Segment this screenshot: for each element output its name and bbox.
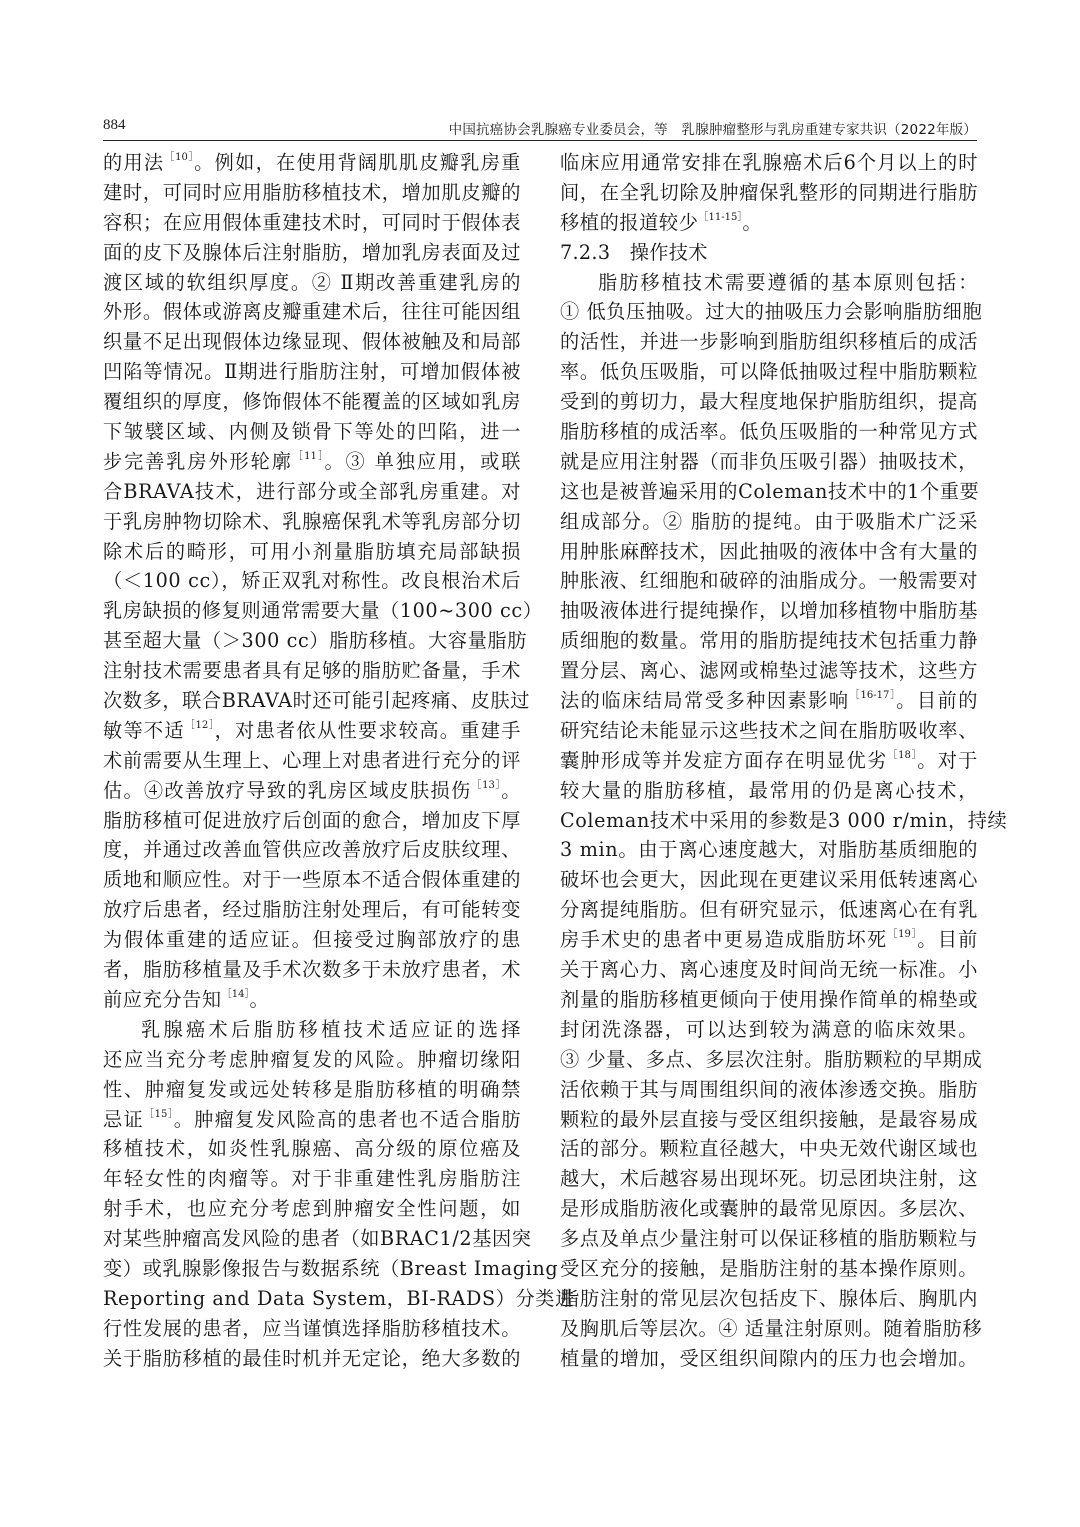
text-line [103,806,521,836]
citation-ref: ［19］ [887,929,918,941]
citation-ref: ［11］ [292,450,325,462]
line-text: 间，在全乳切除及肿瘤保乳整形的同期进行脂肪 [560,180,978,204]
citation-ref: ［10］ [164,152,195,163]
line-text: 受到的剪切力，最大程度地保护脂肪组织，提高 [560,390,978,414]
line-text-tail: 。例如，在使用背阔肌肌皮瓣乳房重 [194,151,521,174]
running-title: 中国抗癌协会乳腺癌专业委员会，等 乳腺肿瘤整形与乳房重建专家共识（2022年版） [448,122,977,138]
text-line [560,746,978,776]
line-text: 移植的报道较少 [560,210,699,234]
text-line [560,1164,978,1194]
text-line [560,477,978,507]
text-line [103,208,521,238]
text-line [560,1134,978,1164]
citation-ref: ［16-17］ [849,690,897,702]
line-text: 合BRAVA技术，进行部分或全部乳房重建。对 [103,479,521,503]
line-text: 多点及单点少量注射可以保证移植的脂肪颗粒与 [560,1227,978,1251]
text-line [103,1194,521,1224]
text-line [560,1105,978,1135]
line-text: 外形。假体或游离皮瓣重建术后，往往可能因组 [103,300,521,324]
citation-ref: ［14］ [221,988,250,1000]
line-text: 脂肪注射的常见层次包括皮下、腺体后、胸肌内 [560,1286,978,1310]
text-line [560,537,978,567]
line-text-tail: 。目前的 [896,689,979,713]
text-line [560,925,978,955]
line-text: 者，脂肪移植量及手术次数多于未放疗患者，术 [103,958,521,982]
text-line [560,1015,978,1045]
citation-ref: ［15］ [143,1108,174,1120]
line-text: 忌证 [103,1107,144,1131]
text-line [560,686,978,716]
text-line [103,865,521,895]
text-line [103,327,521,357]
citation-ref: ［18］ [887,749,918,761]
line-text-tail: 。肿瘤复发风险高的患者也不适合脂肪 [173,1107,521,1131]
text-line [560,656,978,686]
text-line [103,1105,521,1135]
line-text: 植量的增加，受区组织间隙内的压力也会增加。 [560,1346,978,1370]
line-text: 织量不足出现假体边缘显现、假体被触及和局部 [103,330,521,354]
text-line [103,537,521,567]
header-rule [103,140,977,141]
text-line [560,776,978,806]
line-text: 置分层、离心、滤网或棉垫过滤等技术，这些方 [560,659,978,683]
text-line [103,656,521,686]
line-text: 对某些肿瘤高发风险的患者（如BRAC1/2基因突 [103,1227,532,1251]
text-line [103,268,521,298]
text-line [560,626,978,656]
line-text: 年轻女性的肉瘤等。对于非重建性乳房脂肪注 [103,1167,521,1191]
line-text: 临床应用通常安排在乳腺癌术后6个月以上的时 [560,151,978,174]
line-text: 受区充分的接触，是脂肪注射的基本操作原则。 [560,1256,978,1280]
text-line [560,1344,978,1374]
text-line [560,417,978,447]
text-line [560,1254,978,1284]
line-text: 覆组织的厚度，修饰假体不能覆盖的区域如乳房 [103,390,521,414]
text-line [560,955,978,985]
line-text: 质地和顺应性。对于一些原本不适合假体重建的 [103,868,521,892]
line-text: 脂肪移植可促进放疗后创面的愈合，增加皮下厚 [103,808,521,832]
line-text: 关于脂肪移植的最佳时机并无定论，绝大多数的 [103,1346,521,1370]
page-number: 884 [103,117,126,133]
line-text: 7.2.3 操作技术 [560,240,708,264]
line-text: 为假体重建的适应证。但接受过胸部放疗的患 [103,928,521,952]
line-text: 用肿胀麻醉技术，因此抽吸的液体中含有大量的 [560,539,978,563]
line-text: 术前需要从生理上、心理上对患者进行充分的评 [103,748,521,772]
line-text-tail: ，对患者依从性要求较高。重建手 [214,718,521,742]
line-text: ① 低负压抽吸。过大的抽吸压力会影响脂肪细胞 [560,300,983,324]
line-text-tail: 。③ 单独应用，或联 [324,449,521,473]
text-line [103,507,521,537]
line-text: 3 min。由于离心速度越大，对脂肪基质细胞的 [560,838,978,862]
line-text: 的活性，并进一步影响到脂肪组织移植后的成活 [560,330,978,354]
text-line [103,1075,521,1105]
text-line [560,1194,978,1224]
text-line [103,746,521,776]
text-line [103,1164,521,1194]
line-text: 是形成脂肪液化或囊肿的最常见原因。多层次、 [560,1197,978,1221]
text-line [560,895,978,925]
text-line [103,925,521,955]
text-line [103,626,527,656]
text-line [560,178,978,208]
left-column [103,148,575,1374]
text-line [103,357,521,387]
citation-ref: ［11-15］ [698,211,743,223]
line-text: 次数多，联合BRAVA时还可能引起疼痛、皮肤过 [103,689,531,713]
page-header [103,117,977,139]
text-line [103,716,521,746]
line-text: 率。低负压吸脂，可以降低抽吸过程中脂肪颗粒 [560,360,978,384]
line-text: Coleman技术中采用的参数是3 000 r/min，持续 [560,808,1008,832]
text-line [103,835,521,865]
text-line [103,1284,575,1314]
line-text: 建时，可同时应用脂肪移植技术，增加肌皮瓣的 [103,180,521,204]
line-text: 及胸肌后等层次。④ 适量注射原则。随着脂肪移 [560,1316,983,1340]
line-text: 的用法 [103,151,165,174]
line-text: 于乳房肿物切除术、乳腺癌保乳术等乳房部分切 [103,509,521,533]
text-line [560,835,978,865]
line-text: 性、肿瘤复发或远处转移是脂肪移植的明确禁 [103,1077,521,1101]
citation-ref: ［12］ [184,719,215,731]
line-text-tail: 。 [501,778,521,802]
line-text: 房手术史的患者中更易造成脂肪坏死 [560,928,888,952]
line-text: 研究结论未能显示这些技术之间在脂肪吸收率、 [560,718,978,742]
text-line [103,477,521,507]
line-text: 活依赖于其与周围组织间的液体渗透交换。脂肪 [560,1077,978,1101]
text-line [560,1224,978,1254]
line-text: 封闭洗涤器，可以达到较为满意的临床效果。 [560,1017,978,1041]
line-text: 面的皮下及腺体后注射脂肪，增加乳房表面及过 [103,240,521,264]
text-line [103,776,521,806]
text-line [560,327,978,357]
line-text: 步完善乳房外形轮廓 [103,449,293,473]
text-line [560,596,978,626]
line-text: 分离提纯脂肪。但有研究显示，低速离心在有乳 [560,898,978,922]
line-text: 前应充分告知 [103,987,222,1011]
line-text: 这也是被普遍采用的Coleman技术中的1个重要 [560,479,980,503]
line-text: 敏等不适 [103,718,185,742]
section-heading [560,238,978,268]
line-text: 脂肪移植的成活率。低负压吸脂的一种常见方式 [560,420,978,444]
text-line [560,1045,983,1075]
line-text: 破坏也会更大，因此现在更建议采用低转速离心 [560,868,978,892]
line-text: 变）或乳腺影像报告与数据系统（Breast Imaging [103,1256,559,1280]
text-line [103,596,543,626]
text-line [560,806,1008,836]
text-line [103,955,521,985]
line-text: 关于离心力、离心速度及时间尚无统一标准。小 [560,958,978,982]
text-line [560,507,978,537]
text-line [103,1045,521,1075]
line-text: Reporting and Data System，BI-RADS）分类进 [103,1286,575,1310]
line-text: 还应当充分考虑肿瘤复发的风险。肿瘤切缘阳 [103,1047,521,1071]
line-text: 囊肿形成等并发症方面存在明显优劣 [560,748,888,772]
text-line [103,566,521,596]
line-text: 渡区域的软组织厚度。② Ⅱ期改善重建乳房的 [103,270,521,294]
line-text: 下皱襞区域、内侧及锁骨下等处的凹陷，进一 [103,420,521,444]
line-text: 乳腺癌术后脂肪移植技术适应证的选择 [141,1017,521,1041]
text-line [560,566,978,596]
text-line [103,417,521,447]
text-line [103,1224,532,1254]
line-text: 组成部分。② 脂肪的提纯。由于吸脂术广泛采 [560,509,978,533]
line-text: 容积；在应用假体重建技术时，可同时于假体表 [103,210,521,234]
text-line [560,208,978,238]
line-text-tail: 。 [249,987,270,1011]
text-line [560,357,978,387]
text-line [103,387,521,417]
line-text-tail: 。目前 [917,928,978,952]
line-text: 越大，术后越容易出现坏死。切忌团块注射，这 [560,1167,978,1191]
text-line [103,238,521,268]
line-text: 射手术，也应充分考虑到肿瘤安全性问题，如 [103,1197,521,1221]
line-text: 放疗后患者，经过脂肪注射处理后，有可能转变 [103,898,521,922]
line-text: 估。④改善放疗导致的乳房区域皮肤损伤 [103,778,472,802]
line-text: 移植技术，如炎性乳腺癌、高分级的原位癌及 [103,1137,521,1161]
line-text: 注射技术需要患者具有足够的脂肪贮备量，手术 [103,659,521,683]
text-line [560,148,978,178]
line-text: 剂量的脂肪移植更倾向于使用操作简单的棉垫或 [560,987,978,1011]
line-text: 肿胀液、红细胞和破碎的油脂成分。一般需要对 [560,569,978,593]
text-line [560,1075,978,1105]
text-line [560,387,978,417]
line-text: 甚至超大量（＞300 cc）脂肪移植。大容量脂肪 [103,629,527,653]
line-text: 就是应用注射器（而非负压吸引器）抽吸技术， [560,449,978,473]
line-text: 凹陷等情况。Ⅱ期进行脂肪注射，可增加假体被 [103,360,521,384]
text-line [103,1254,559,1284]
text-line [560,1284,978,1314]
line-text: 除术后的畸形，可用小剂量脂肪填充局部缺损 [103,539,521,563]
line-text: 乳房缺损的修复则通常需要大量（100~300 cc） [103,599,543,623]
text-line [103,1314,521,1344]
text-line [560,716,978,746]
text-line [103,686,531,716]
text-line [103,895,521,925]
text-line [560,1314,983,1344]
line-text: 抽吸液体进行提纯操作，以增加移植物中脂肪基 [560,599,978,623]
line-text-tail: 。对于 [917,748,978,772]
line-text: 较大量的脂肪移植，最常用的仍是离心技术， [560,778,978,802]
text-line [103,148,521,178]
line-text-tail: 。 [742,210,763,234]
line-text: 行性发展的患者，应当谨慎选择脂肪移植技术。 [103,1316,521,1340]
citation-ref: ［13］ [471,779,502,791]
text-line [560,447,978,477]
line-text: 法的临床结局常受多种因素影响 [560,689,850,713]
text-line [103,1134,521,1164]
text-line [560,985,978,1015]
text-line [560,865,978,895]
text-line [103,447,521,477]
line-text: 脂肪移植技术需要遵循的基本原则包括： [598,270,978,294]
line-text: （＜100 cc），矫正双乳对称性。改良根治术后 [103,569,521,593]
line-text: 度，并通过改善血管供应改善放疗后皮肤纹理、 [103,838,521,862]
text-line [560,268,978,298]
line-text: 颗粒的最外层直接与受区组织接触，是最容易成 [560,1107,978,1131]
line-text: ③ 少量、多点、多层次注射。脂肪颗粒的早期成 [560,1047,983,1071]
text-line [103,1015,521,1045]
right-column [560,148,1008,1374]
text-line [103,985,521,1015]
text-line [103,297,521,327]
text-line [560,297,983,327]
line-text: 质细胞的数量。常用的脂肪提纯技术包括重力静 [560,629,978,653]
text-line [103,178,521,208]
text-line [103,1344,521,1374]
line-text: 活的部分。颗粒直径越大，中央无效代谢区域也 [560,1137,978,1161]
